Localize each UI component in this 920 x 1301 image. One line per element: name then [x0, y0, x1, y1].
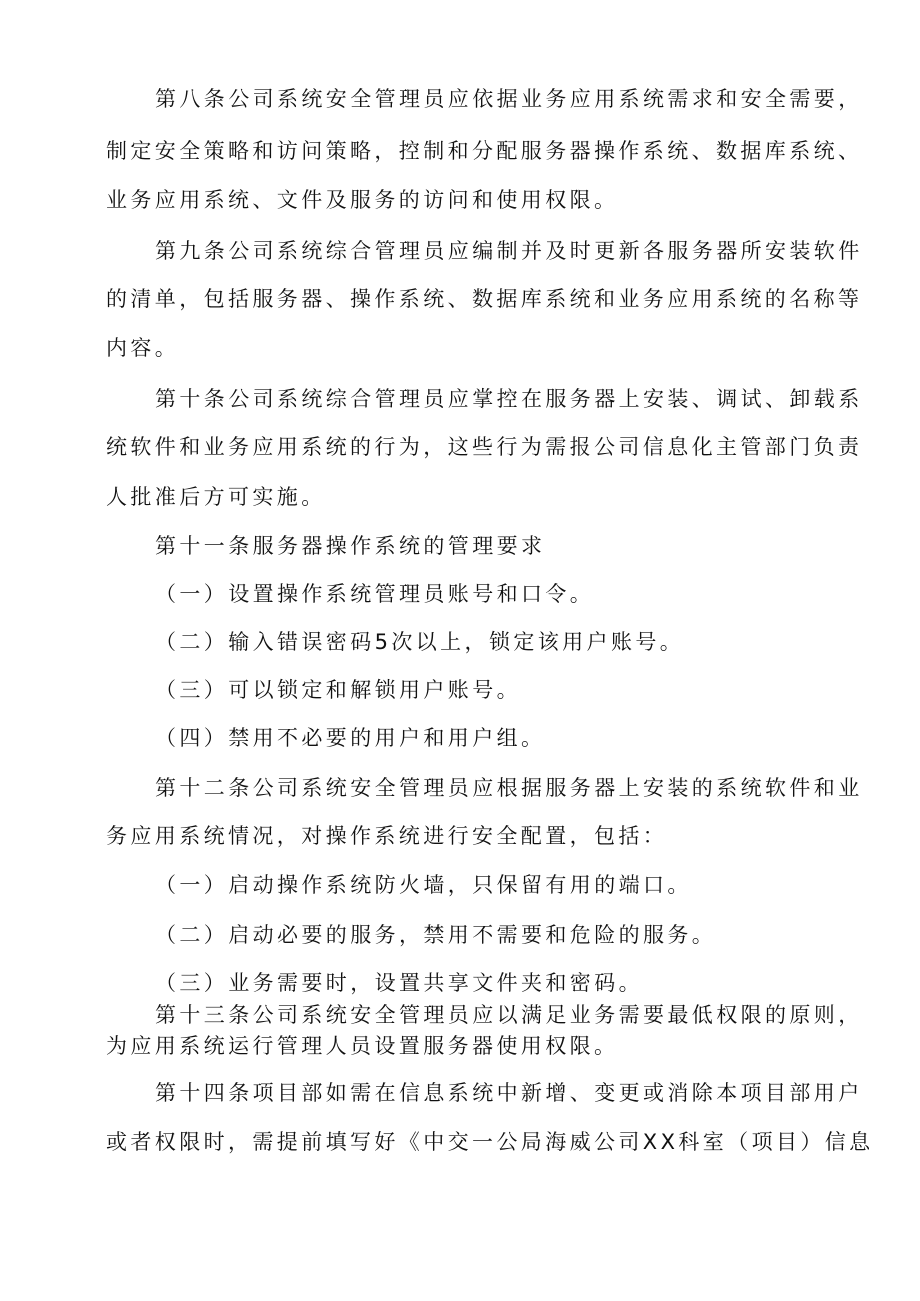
- article-8-line-2: 制定安全策略和访问策略，控制和分配服务器操作系统、数据库系统、: [106, 139, 863, 163]
- article-11-heading: 第十一条服务器操作系统的管理要求: [155, 534, 546, 558]
- article-11-item-3: （三）可以锁定和解锁用户账号。: [155, 678, 521, 702]
- article-14-line-1: 第十四条项目部如需在信息系统中新增、变更或消除本项目部用户: [155, 1081, 863, 1105]
- article-9-line-2: 的清单，包括服务器、操作系统、数据库系统和业务应用系统的名称等: [106, 287, 863, 311]
- article-9-line-1: 第九条公司系统综合管理员应编制并及时更新各服务器所安装软件: [155, 239, 863, 263]
- article-10-line-1: 第十条公司系统综合管理员应掌控在服务器上安装、调试、卸载系: [155, 387, 863, 411]
- article-9-line-3: 内容。: [106, 336, 180, 360]
- article-12-item-2: （二）启动必要的服务，禁用不需要和危险的服务。: [155, 923, 717, 947]
- article-10-line-3: 人批准后方可实施。: [106, 485, 326, 509]
- article-8-line-1: 第八条公司系统安全管理员应依据业务应用系统需求和安全需要，: [155, 87, 863, 111]
- article-12-item-3: （三）业务需要时，设置共享文件夹和密码。: [155, 971, 643, 995]
- article-13-line-1: 第十三条公司系统安全管理员应以满足业务需要最低权限的原则，: [155, 1003, 863, 1027]
- article-12-item-1: （一）启动操作系统防火墙，只保留有用的端口。: [155, 873, 692, 897]
- article-8-line-3: 业务应用系统、文件及服务的访问和使用权限。: [106, 188, 619, 212]
- article-11-item-4: （四）禁用不必要的用户和用户组。: [155, 726, 546, 750]
- article-12-line-1: 第十二条公司系统安全管理员应根据服务器上安装的系统软件和业: [155, 776, 863, 800]
- article-13-line-2: 为应用系统运行管理人员设置服务器使用权限。: [106, 1034, 619, 1058]
- article-11-item-1: （一）设置操作系统管理员账号和口令。: [155, 582, 595, 606]
- article-11-item-2: （二）输入错误密码5次以上，锁定该用户账号。: [155, 630, 685, 654]
- article-10-line-2: 统软件和业务应用系统的行为，这些行为需报公司信息化主管部门负责: [106, 435, 863, 459]
- article-12-line-2: 务应用系统情况，对操作系统进行安全配置，包括：: [106, 824, 668, 848]
- article-14-line-2: 或者权限时，需提前填写好《中交一公局海威公司XX科室（项目）信息: [106, 1130, 874, 1154]
